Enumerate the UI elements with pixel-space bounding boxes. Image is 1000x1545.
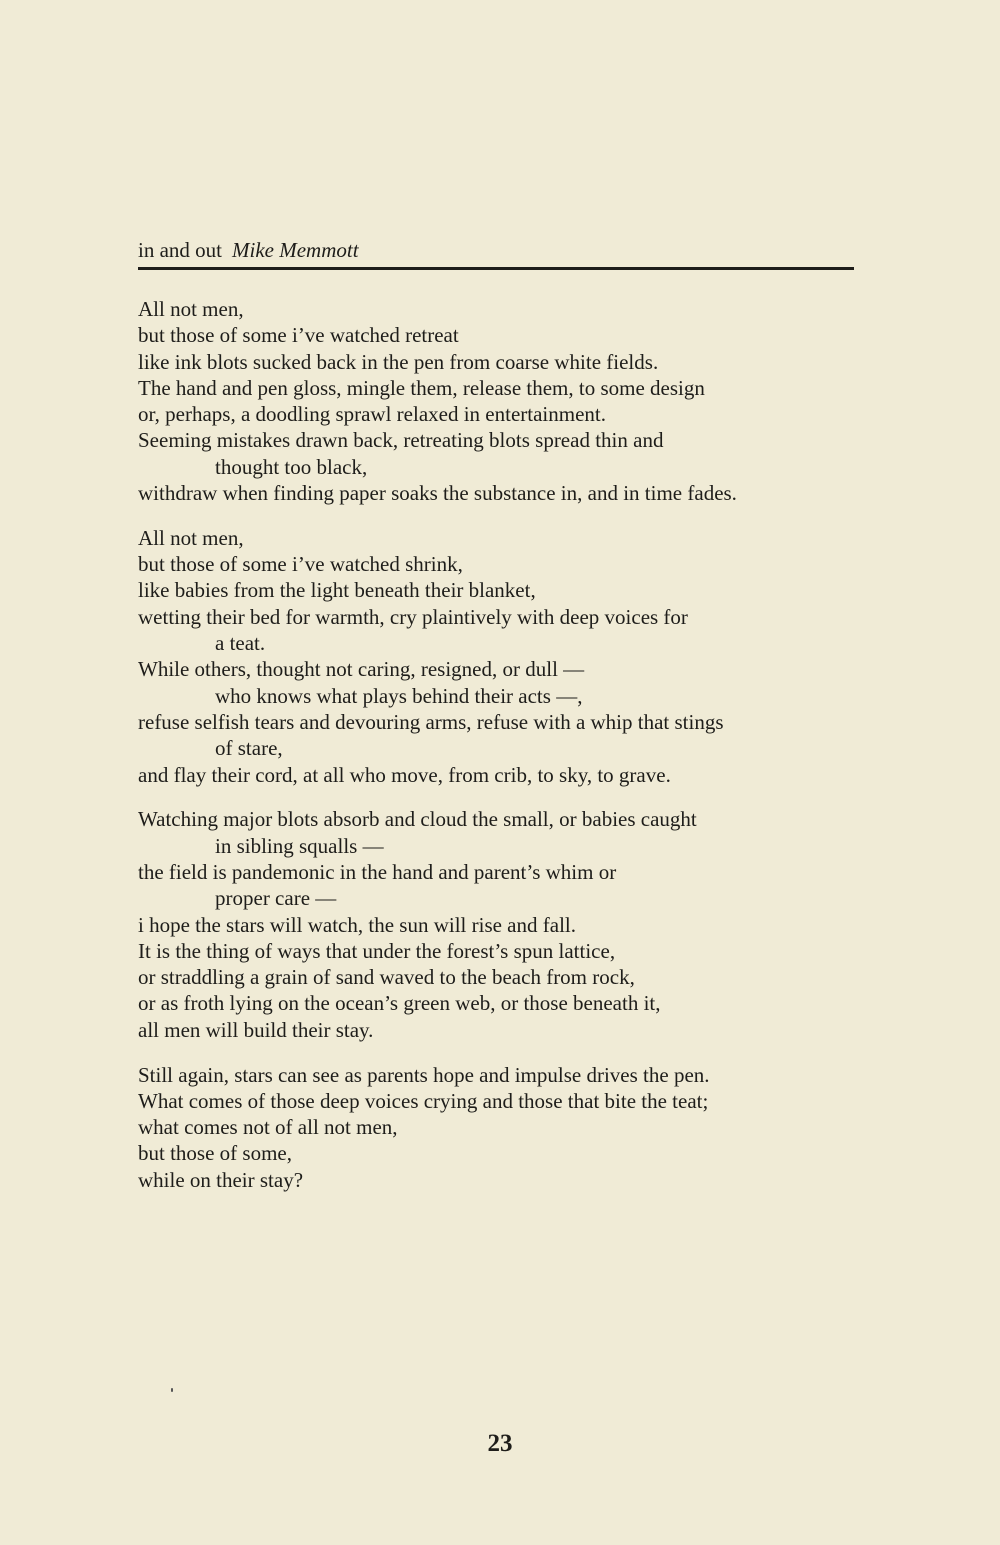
stanza [138, 1062, 858, 1193]
poem-line: but those of some, [138, 1141, 292, 1166]
poem-line: while on their stay? [138, 1167, 304, 1192]
poem-line: wetting their bed for warmth, cry plaintively with deep voices for [138, 604, 688, 629]
stanza [138, 296, 858, 506]
poem-line: like babies from the light beneath their blanket, [138, 578, 536, 603]
poem-line: The hand and pen gloss, mingle them, release them, to some design [138, 375, 705, 400]
author-name: Mike Memmott [232, 238, 359, 262]
poem-line: i hope the stars will watch, the sun will rise and fall. [138, 912, 576, 937]
poem-line: While others, thought not caring, resigned, or dull — [138, 657, 585, 682]
stanza [138, 525, 858, 788]
ink-speck [171, 1388, 173, 1392]
poem-line: It is the thing of ways that under the forest’s spun lattice, [138, 938, 616, 963]
poem-line: refuse selfish tears and devouring arms, refuse with a whip that stings [138, 709, 724, 734]
poem-line: but those of some i’ve watched shrink, [138, 552, 463, 577]
poem-line: withdraw when finding paper soaks the substance in, and in time fades. [138, 481, 737, 506]
poem-line: All not men, [138, 297, 244, 321]
poem-line: a teat. [215, 631, 266, 656]
poem-line: Still again, stars can see as parents hope and impulse drives the pen. [138, 1062, 710, 1087]
poem-line: or straddling a grain of sand waved to the beach from rock, [138, 965, 635, 990]
poem-line: Seeming mistakes drawn back, retreating blots spread thin and [138, 428, 664, 453]
poem-line: thought too black, [215, 454, 368, 479]
poem-line: and flay their cord, at all who move, from crib, to sky, to grave. [138, 762, 671, 787]
poem-line: like ink blots sucked back in the pen from coarse white fields. [138, 349, 659, 374]
stanza [138, 806, 858, 1043]
poem-title: in and out [138, 238, 222, 262]
poem-line: or, perhaps, a doodling sprawl relaxed in entertainment. [138, 402, 607, 427]
poem-line: who knows what plays behind their acts —, [215, 683, 583, 708]
poem-line: but those of some i’ve watched retreat [138, 323, 459, 348]
poem-line: or as froth lying on the ocean’s green web, or those beneath it, [138, 991, 661, 1016]
poem-line: All not men, [138, 525, 244, 550]
running-header [138, 236, 854, 264]
page-number: 23 [487, 1430, 513, 1457]
poem-line: what comes not of all not men, [138, 1115, 398, 1140]
poem-body [138, 296, 858, 1212]
poem-line: of stare, [215, 736, 283, 761]
poem-line: What comes of those deep voices crying and those that bite the teat; [138, 1088, 709, 1113]
poem-line: proper care — [215, 886, 337, 911]
poem-line: Watching major blots absorb and cloud the small, or babies caught [138, 807, 697, 832]
poem-line: all men will build their stay. [138, 1017, 374, 1042]
header-rule [138, 267, 854, 270]
poem-line: the field is pandemonic in the hand and parent’s whim or [138, 859, 617, 884]
poem-line: in sibling squalls — [215, 833, 384, 858]
